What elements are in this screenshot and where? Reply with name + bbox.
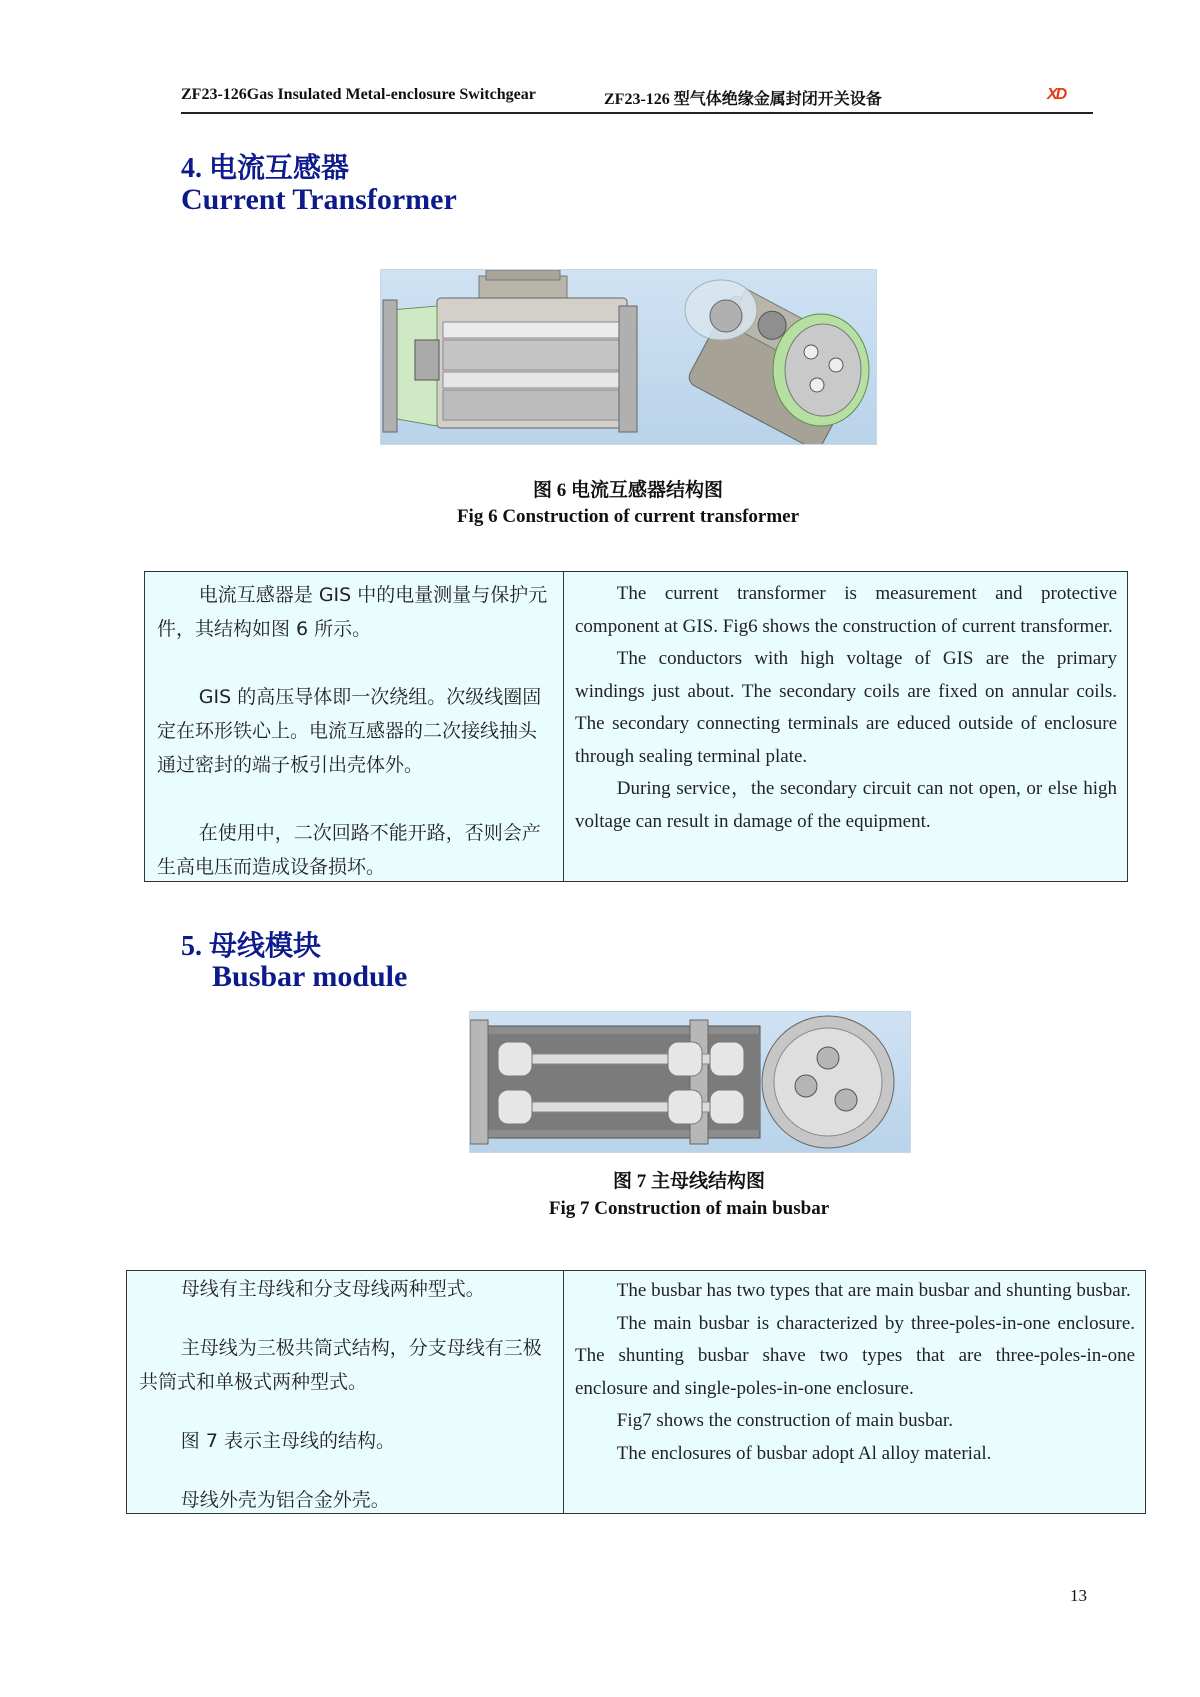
ct-en-paragraph: The current transformer is measurement and protective component at GIS. Fig6 shows the construction of current transformer.: [575, 583, 1117, 637]
current-transformer-figure: [380, 269, 877, 445]
main-busbar-figure: [469, 1011, 911, 1153]
fig7-caption-cn: 图 7 主母线结构图: [612, 1171, 765, 1192]
busbar-description-table: [126, 1270, 1146, 1514]
page-number: 13: [1070, 1586, 1087, 1605]
ct-en-paragraph: During service，the secondary circuit can not open, or else high voltage can result in damage of the equipment.: [575, 778, 1117, 832]
company-logo: XD: [1047, 86, 1066, 103]
ct-en-paragraph: The conductors with high voltage of GIS are the primary windings just about. The secondary coils are fixed on annular coils. The secondary connecting terminals are educed outside of enclosure through sealing terminal plate.: [575, 648, 1117, 767]
page-header: [181, 84, 1093, 114]
busbar-en-paragraph: The busbar has two types that are main busbar and shunting busbar.: [616, 1280, 1131, 1301]
main-busbar-illustration: [470, 1012, 910, 1152]
busbar-cn-paragraph: 主母线为三极共筒式结构，分支母线有三极共筒式和单极式两种型式。: [139, 1337, 542, 1393]
ct-cn-paragraph: 在使用中，二次回路不能开路，否则会产生高电压而造成设备损坏。: [157, 822, 541, 878]
section4-title-cn: 4. 电流互感器: [181, 153, 350, 184]
ct-description-cn: [145, 572, 564, 881]
busbar-cn-paragraph: 图 7 表示主母线的结构。: [180, 1430, 395, 1452]
fig6-caption-cn: 图 6 电流互感器结构图: [532, 480, 723, 501]
busbar-en-paragraph: The main busbar is characterized by three-poles-in-one enclosure. The shunting busbar shave two types that are three-poles-in-one enclosure and single-poles-in-one enclosure.: [575, 1312, 1135, 1399]
section5-title-cn: 5. 母线模块: [181, 931, 322, 962]
fig6-caption-en: Fig 6 Construction of current transformer: [456, 506, 800, 527]
busbar-cn-paragraph: 母线有主母线和分支母线两种型式。: [180, 1278, 485, 1300]
busbar-description-en: [564, 1271, 1145, 1513]
ct-description-en: [564, 572, 1127, 881]
header-title-cn: ZF23-126 型气体绝缘金属封闭开关设备: [604, 91, 882, 108]
header-title-en: ZF23-126Gas Insulated Metal-enclosure Switchgear: [181, 86, 536, 103]
current-transformer-illustration: [381, 270, 876, 444]
section5-title-en: Busbar module: [212, 960, 408, 993]
busbar-cn-paragraph: 母线外壳为铝合金外壳。: [180, 1489, 390, 1511]
current-transformer-description-table: [144, 571, 1128, 882]
busbar-en-paragraph: Fig7 shows the construction of main busbar.: [616, 1410, 953, 1431]
fig7-caption-en: Fig 7 Construction of main busbar: [548, 1198, 830, 1219]
ct-cn-paragraph: 电流互感器是 GIS 中的电量测量与保护元件，其结构如图 6 所示。: [157, 584, 548, 640]
busbar-en-paragraph: The enclosures of busbar adopt Al alloy material.: [616, 1442, 992, 1464]
section4-title-en: Current Transformer: [181, 183, 457, 216]
ct-cn-paragraph: GIS 的高压导体即一次绕组。次级线圈固定在环形铁心上。电流互感器的二次接线抽头通过密封的端子板引出壳体外。: [157, 686, 542, 776]
busbar-description-cn: [127, 1271, 564, 1513]
